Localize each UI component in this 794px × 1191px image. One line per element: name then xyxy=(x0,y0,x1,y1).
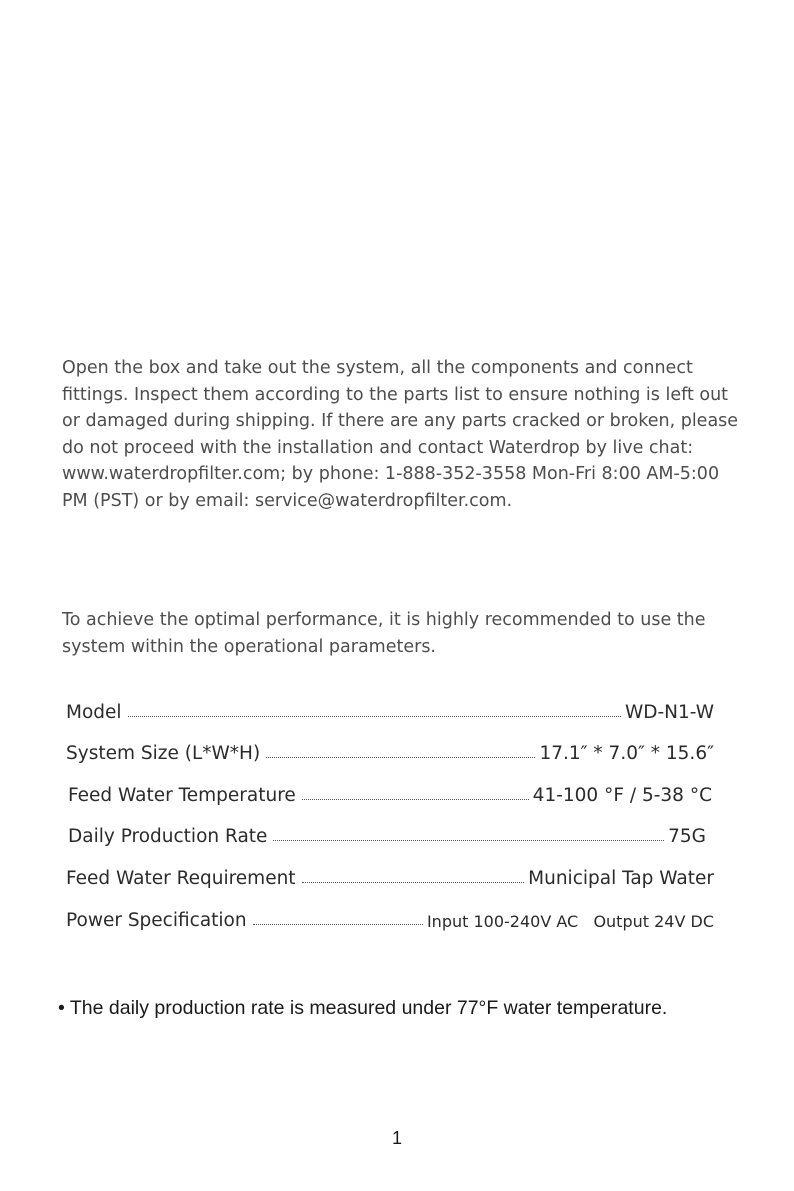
spec-value: WD-N1-W xyxy=(624,702,714,723)
spec-label: Feed Water Temperature xyxy=(68,785,296,806)
spec-label: Feed Water Requirement xyxy=(66,868,296,889)
spec-value: 17.1″ * 7.0″ * 15.6″ xyxy=(539,743,714,764)
unboxing-instructions: Open the box and take out the system, all the components and connect fittings. Inspect them according to the parts list to ensure nothing is left out or damaged during shipping. If there are any parts cracked or broken, please do not proceed with the installation and contact Waterdrop by live chat: www.waterdropfilter.com; by phone: 1-888-352-3558 Mon-Fri 8:00 AM-5:00 PM (PST) or by email: service@waterdropfilter.com. xyxy=(62,358,739,511)
operational-parameters-intro: To achieve the optimal performance, it is highly recommended to use the system within the operational parameters. xyxy=(62,610,706,657)
dot-leader xyxy=(302,799,529,800)
spec-value: Municipal Tap Water xyxy=(528,868,714,889)
spec-row-feed-water-temperature xyxy=(68,778,712,806)
dot-leader xyxy=(253,924,423,925)
spec-row-power-specification xyxy=(66,903,714,931)
spec-value: Input 100-240V AC Output 24V DC xyxy=(426,912,714,931)
spec-label: Model xyxy=(66,702,122,723)
dot-leader xyxy=(273,840,664,841)
spec-value: 75G xyxy=(668,826,706,847)
dot-leader xyxy=(266,757,535,758)
spec-row-system-size xyxy=(66,736,714,764)
dot-leader xyxy=(128,716,621,717)
spec-row-model xyxy=(66,695,714,723)
dot-leader xyxy=(302,882,525,883)
spec-label: System Size (L*W*H) xyxy=(66,743,261,764)
footnote: • The daily production rate is measured under 77°F water temperature. xyxy=(58,997,668,1019)
spec-label: Daily Production Rate xyxy=(68,826,268,847)
spec-row-feed-water-requirement xyxy=(66,861,714,889)
page-number: 1 xyxy=(391,1128,402,1148)
spec-value: 41-100 °F / 5-38 °C xyxy=(532,785,712,806)
spec-row-daily-production-rate xyxy=(68,819,706,847)
spec-label: Power Specification xyxy=(66,910,247,931)
